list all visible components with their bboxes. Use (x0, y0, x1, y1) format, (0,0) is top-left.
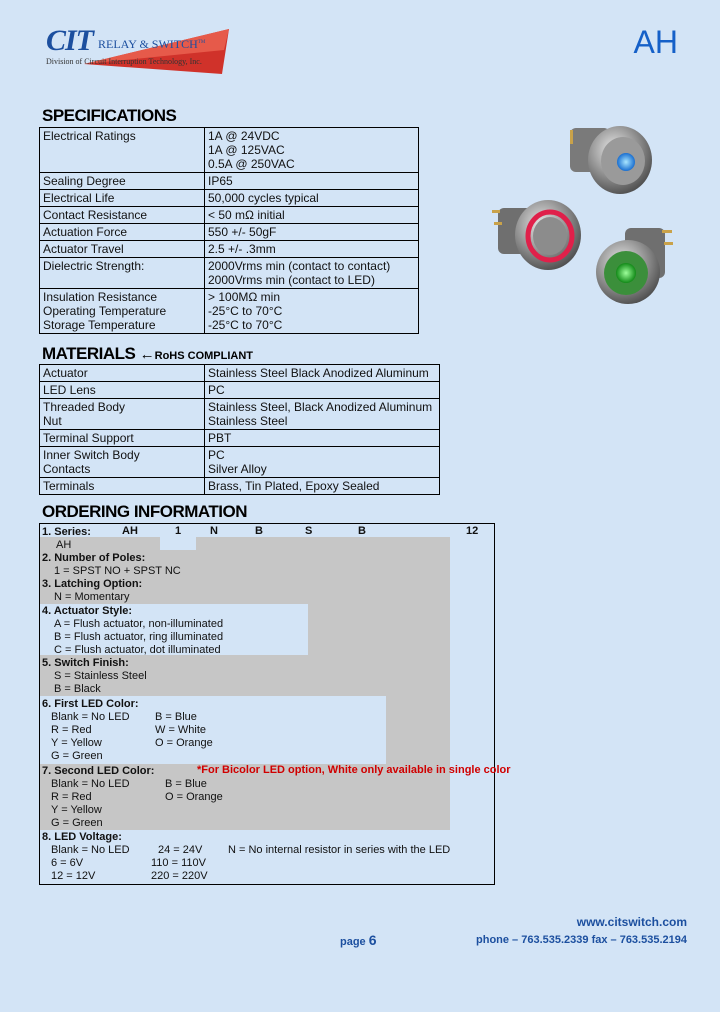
materials-label-line: Threaded Body (43, 400, 126, 414)
specifications-label-line: Electrical Ratings (43, 129, 136, 143)
first-led-blue: B = Blue (155, 711, 197, 723)
materials-row (40, 447, 440, 478)
materials-value-line: Silver Alloy (208, 462, 267, 476)
specifications-value-line: 0.5A @ 250VAC (208, 157, 295, 171)
materials-label-cell (40, 382, 205, 399)
first-led-red: R = Red (51, 724, 92, 736)
materials-label-line: Terminal Support (43, 431, 134, 445)
ordering-information-box (39, 523, 511, 885)
materials-label-cell (40, 430, 205, 447)
switch-green-dot (596, 228, 673, 304)
specifications-value-line: -25°C to 70°C (208, 304, 283, 318)
finish-option-b: B = Black (54, 683, 101, 695)
specifications-value-line: > 100MΩ min (208, 290, 280, 304)
first-led-yellow: Y = Yellow (51, 737, 102, 749)
second-led-title: 7. Second LED Color: (42, 765, 155, 777)
specifications-row (40, 289, 419, 334)
specifications-row (40, 128, 419, 173)
logo-relay-switch-text: RELAY & SWITCH™ (98, 37, 206, 51)
specifications-value-line: 2000Vrms min (contact to LED) (208, 273, 375, 287)
specifications-value-line: 50,000 cycles typical (208, 191, 319, 205)
poles-title: 2. Number of Poles: (42, 552, 146, 564)
materials-value-cell (205, 430, 440, 447)
specifications-value-line: 2000Vrms min (contact to contact) (208, 259, 391, 273)
specifications-heading: SPECIFICATIONS (42, 106, 177, 125)
materials-value-line: PBT (208, 431, 232, 445)
specifications-label-line: Actuator Travel (43, 242, 124, 256)
second-led-blank: Blank = No LED (51, 778, 130, 790)
materials-label-line: Actuator (43, 366, 88, 380)
materials-row (40, 478, 440, 495)
materials-label-line: Inner Switch Body (43, 448, 140, 462)
contact-info: phone – 763.535.2339 fax – 763.535.2194 (476, 934, 687, 946)
materials-row (40, 382, 440, 399)
materials-row (40, 430, 440, 447)
specifications-row (40, 224, 419, 241)
second-led-red: R = Red (51, 791, 92, 803)
voltage-title: 8. LED Voltage: (42, 831, 122, 843)
website-link[interactable]: www.citswitch.com (576, 915, 687, 929)
specifications-row (40, 258, 419, 289)
actuator-option-b: B = Flush actuator, ring illuminated (54, 631, 224, 643)
shade-poles-col (196, 537, 234, 550)
specifications-value-cell (205, 289, 419, 334)
materials-label-cell (40, 478, 205, 495)
code-poles: 1 (175, 525, 182, 537)
shade-first-led-col (386, 537, 450, 764)
poles-value: 1 = SPST NO + SPST NC (54, 565, 181, 577)
logo-division-text: Division of Circuit Interruption Technology, Inc. (46, 57, 202, 66)
specifications-row (40, 207, 419, 224)
materials-row (40, 399, 440, 430)
latching-value: N = Momentary (54, 591, 130, 603)
series-value: AH (56, 539, 72, 551)
specifications-label-cell (40, 289, 205, 334)
series-label: 1. Series: (42, 526, 91, 538)
specifications-label-line: Contact Resistance (43, 208, 148, 222)
materials-value-line: Stainless Steel Black Anodized Aluminum (208, 366, 429, 380)
voltage-no-resistor-note: N = No internal resistor in series with the LED (228, 844, 451, 856)
materials-value-line: Brass, Tin Plated, Epoxy Sealed (208, 479, 380, 493)
voltage-24v: 24 = 24V (158, 844, 203, 856)
materials-value-cell (205, 399, 440, 430)
second-led-orange: O = Orange (165, 791, 223, 803)
specifications-label-cell (40, 258, 205, 289)
specifications-value-cell (205, 224, 419, 241)
specifications-label-cell (40, 224, 205, 241)
specifications-label-cell (40, 190, 205, 207)
specifications-value-cell (205, 258, 419, 289)
second-led-green: G = Green (51, 817, 103, 829)
materials-value-line: Stainless Steel (208, 414, 288, 428)
code-voltage: 12 (466, 525, 479, 537)
specifications-label-line: Operating Temperature (43, 304, 167, 318)
ordering-heading: ORDERING INFORMATION (42, 502, 248, 521)
switch-blue-dot (570, 126, 652, 194)
first-led-orange: O = Orange (155, 737, 213, 749)
specifications-value-line: < 50 mΩ initial (208, 208, 285, 222)
specifications-value-line: 2.5 +/- .3mm (208, 242, 276, 256)
code-first-led: B (358, 525, 366, 537)
series-code-heading: AH (633, 24, 678, 60)
materials-label-line: Nut (43, 414, 62, 428)
arrow-left-icon: ← (139, 346, 155, 363)
finish-option-s: S = Stainless Steel (54, 670, 147, 682)
second-led-blue: B = Blue (165, 778, 207, 790)
specifications-value-line: 550 +/- 50gF (208, 225, 277, 239)
specifications-label-line: Storage Temperature (43, 318, 156, 332)
materials-value-line: PC (208, 383, 225, 397)
shade-finish-col (308, 537, 386, 655)
materials-label-cell (40, 447, 205, 478)
materials-label-cell (40, 365, 205, 382)
code-series: AH (122, 525, 138, 537)
specifications-label-line: Sealing Degree (43, 174, 126, 188)
finish-title: 5. Switch Finish: (42, 657, 129, 669)
shade-latching-col (234, 537, 308, 604)
code-finish: S (305, 525, 313, 537)
specifications-row (40, 190, 419, 207)
materials-value-cell (205, 382, 440, 399)
materials-value-line: Stainless Steel, Black Anodized Aluminum (208, 400, 433, 414)
materials-label-line: LED Lens (43, 383, 96, 397)
materials-label-line: Contacts (43, 462, 91, 476)
materials-row (40, 365, 440, 382)
specifications-table (39, 127, 419, 334)
latching-title: 3. Latching Option: (42, 578, 143, 590)
specifications-label-line: Electrical Life (43, 191, 115, 205)
voltage-12v: 12 = 12V (51, 870, 96, 882)
first-led-title: 6. First LED Color: (42, 698, 139, 710)
first-led-blank: Blank = No LED (51, 711, 130, 723)
switch-red-ring (492, 200, 581, 270)
specifications-row (40, 241, 419, 258)
materials-value-cell (205, 447, 440, 478)
page-number: page 6 (340, 932, 377, 948)
actuator-option-c: C = Flush actuator, dot illuminated (54, 644, 221, 656)
logo-cit-text: CIT (46, 24, 94, 57)
actuator-title: 4. Actuator Style: (42, 605, 133, 617)
voltage-6v: 6 = 6V (51, 857, 84, 869)
specifications-label-cell (40, 128, 205, 173)
specifications-value-line: 1A @ 24VDC (208, 129, 280, 143)
first-led-green: G = Green (51, 750, 103, 762)
specifications-label-cell (40, 207, 205, 224)
code-actuator: B (255, 525, 263, 537)
specifications-label-cell (40, 173, 205, 190)
specifications-label-line: Actuation Force (43, 225, 128, 239)
materials-table (39, 364, 440, 495)
materials-label-cell (40, 399, 205, 430)
specifications-value-cell (205, 241, 419, 258)
materials-heading: MATERIALS ←RoHS COMPLIANT (42, 344, 254, 363)
specifications-value-line: IP65 (208, 174, 233, 188)
materials-value-line: PC (208, 448, 225, 462)
specifications-row (40, 173, 419, 190)
specifications-label-line: Insulation Resistance (43, 290, 158, 304)
materials-value-cell (205, 478, 440, 495)
specifications-label-cell (40, 241, 205, 258)
second-led-yellow: Y = Yellow (51, 804, 102, 816)
voltage-blank: Blank = No LED (51, 844, 130, 856)
rohs-compliant-label: ←RoHS COMPLIANT (139, 346, 254, 363)
materials-value-cell (205, 365, 440, 382)
voltage-110v: 110 = 110V (151, 857, 206, 869)
specifications-value-line: 1A @ 125VAC (208, 143, 285, 157)
cit-logo (44, 24, 234, 88)
voltage-220v: 220 = 220V (151, 870, 208, 882)
actuator-option-a: A = Flush actuator, non-illuminated (54, 618, 224, 630)
code-latching: N (210, 525, 218, 537)
specifications-value-cell (205, 173, 419, 190)
bicolor-note: *For Bicolor LED option, White only available in single color (197, 764, 511, 776)
specifications-label-line: Dielectric Strength: (43, 259, 145, 273)
specifications-value-cell (205, 190, 419, 207)
first-led-white: W = White (155, 724, 207, 736)
materials-label-line: Terminals (43, 479, 95, 493)
product-photo (470, 110, 690, 310)
specifications-value-cell (205, 207, 419, 224)
specifications-value-line: -25°C to 70°C (208, 318, 283, 332)
specifications-value-cell (205, 128, 419, 173)
